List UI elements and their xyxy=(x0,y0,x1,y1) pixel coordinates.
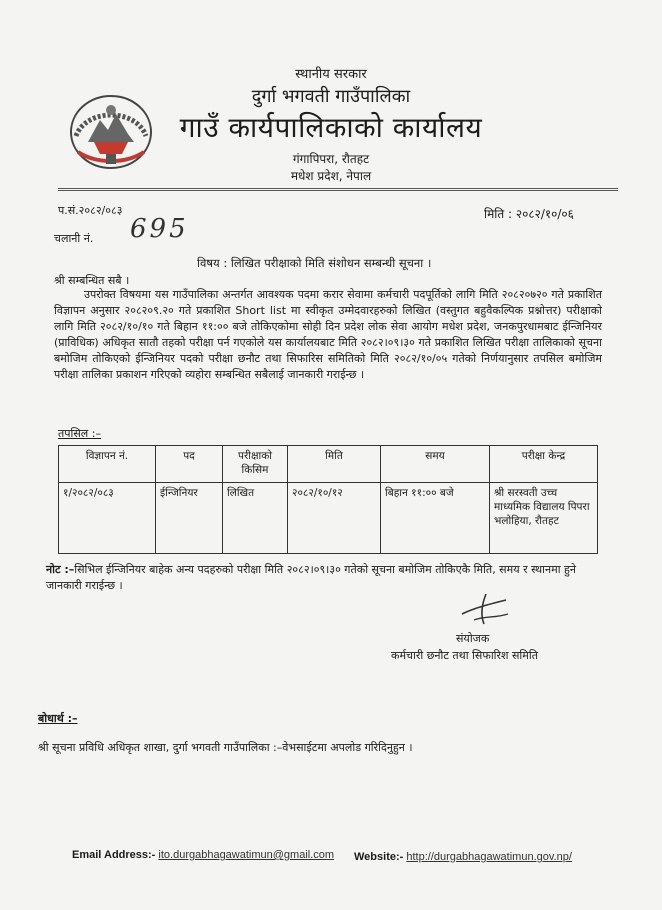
signatory-role: संयोजक xyxy=(456,632,490,645)
column-header-advertisement-no: विज्ञापन नं. xyxy=(59,446,156,483)
schedule-label: तपसिल :– xyxy=(58,427,101,440)
column-header-time: समय xyxy=(381,446,490,483)
information-label: बोधार्थ :– xyxy=(38,712,78,725)
table-header-row xyxy=(59,446,598,483)
letter-date: मिति : २०८२/१०/०६ xyxy=(484,207,574,221)
dispatch-number-handwritten: 695 xyxy=(130,214,189,244)
cell-exam-center: श्री सरस्वती उच्च माध्यमिक विद्यालय पिपरा भलोहिया, रौतहट xyxy=(490,483,598,554)
cell-post: ईन्जिनियर xyxy=(156,483,223,554)
header-divider xyxy=(58,188,618,191)
cell-time: बिहान ११:०० बजे xyxy=(381,483,490,554)
local-government-label: स्थानीय सरकार xyxy=(295,67,367,82)
table-row xyxy=(59,483,598,554)
email-label: Email Address:- xyxy=(72,849,156,861)
salutation: श्री सम्बन्धित सबै । xyxy=(54,274,130,287)
address-line-2: मधेश प्रदेश, नेपाल xyxy=(290,169,372,183)
footer-email xyxy=(72,849,334,861)
website-label: Website:- xyxy=(354,851,404,863)
reference-number: प.सं.२०८२/०८३ xyxy=(58,204,123,217)
cell-exam-type: लिखित xyxy=(223,483,288,554)
address-line-1: गंगापिपरा, रौतहट xyxy=(292,152,370,166)
note-label: नोट :– xyxy=(46,563,75,576)
column-header-exam-center: परीक्षा केन्द्र xyxy=(490,446,598,483)
signatory-committee: कर्मचारी छनौट तथा सिफारिश समिति xyxy=(391,649,538,662)
municipality-name: दुर्गा भगवती गाउँपालिका xyxy=(251,86,411,107)
information-recipient: श्री सूचना प्रविधि अधिकृत शाखा, दुर्गा भगवती गाउँपालिका :–वेभसाईटमा अपलोड गरिदिनुहुन । xyxy=(38,741,413,754)
letter-subject: विषय : लिखित परीक्षाको मिति संशोधन सम्बन्धी सूचना । xyxy=(197,256,432,270)
cell-advertisement-no: १/२०८२/०८३ xyxy=(59,483,156,554)
footer-website xyxy=(354,851,572,863)
note-paragraph xyxy=(46,562,596,594)
exam-schedule-table xyxy=(58,445,598,554)
column-header-post: पद xyxy=(156,446,223,483)
email-link[interactable]: ito.durgabhagawatimun@gmail.com xyxy=(158,849,335,861)
dispatch-label: चलानी नं. xyxy=(54,232,94,245)
website-link[interactable]: http://durgabhagawatimun.gov.np/ xyxy=(406,851,572,863)
office-title: गाउँ कार्यपालिकाको कार्यालय xyxy=(179,111,483,144)
column-header-exam-type: परीक्षाको किसिम xyxy=(223,446,288,483)
handwritten-signature xyxy=(456,590,512,628)
cell-date: २०८२/१०/१२ xyxy=(288,483,381,554)
letter-body: उपरोक्त विषयमा यस गाउँपालिका अन्तर्गत आवश्यक पदमा करार सेवामा कर्मचारी पदपूर्तिको लागि मिति २०८२०७२० गते प्रकाशित विज्ञापन अनुसार २०८२०९.२० गते प्रकाशित Short list मा स्वीकृत उम्मेदवारहरुको लिखित (वस्तुगत बहुवैकल्पिक प्रश्नोत्तर) परीक्षाको लागि मिति २०८२/१०/१० गते बिहान ११:०० बजे तोकिएकोमा सोही दिन प्रदेश लोक सेवा आयोग मधेश प्रदेश, जनकपुरधामबाट ईन्जिनियर (प्राविधिक) अधिकृत सातौ तहको परीक्षा पर्न गएकोले यस कार्यालयबाट मिति २०८२।०९।३० गते प्रकाशित लिखित परीक्षा तालिकाको सूचना बमोजिम तोकिएको ईन्जिनियर पदको परीक्षा छनौट तथा सिफारिस समितिको मिति २०८२/१०/०५ गतेको निर्णयानुसार तपसिल बमोजिम परीक्षा तालिका प्रकाशन गरिएको व्यहोरा सम्बन्धित सबैलाई जानकारी गराईन्छ । xyxy=(54,288,602,381)
note-text: सिभिल ईन्जिनियर बाहेक अन्य पदहरुको परीक्षा मिति २०८२।०९।३० गतेको सूचना बमोजिम तोकिएकै मिति, समय र स्थानमा हुने जानकारी गराईन्छ । xyxy=(46,563,576,592)
column-header-date: मिति xyxy=(288,446,381,483)
